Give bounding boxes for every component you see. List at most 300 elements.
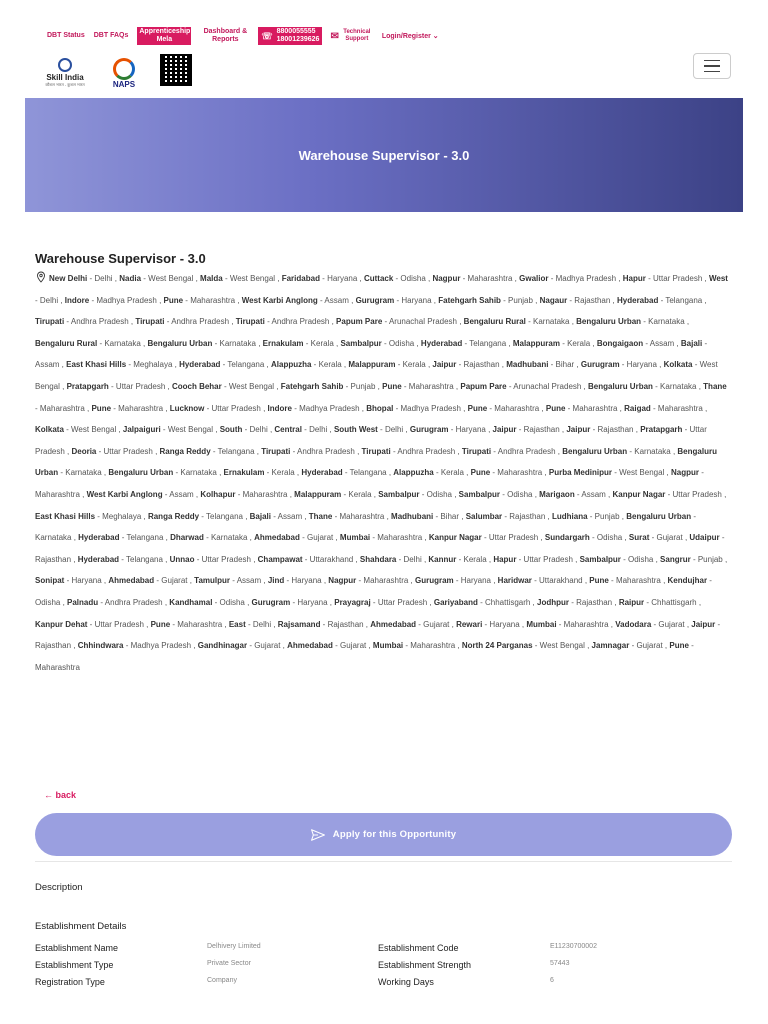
location-city: Bengaluru Rural (463, 317, 526, 327)
arrow-left-icon: ← (44, 790, 53, 800)
location-state: - Maharashtra , (487, 403, 546, 413)
location-state: - Gujarat , (416, 619, 457, 629)
location-state: - Odisha , (212, 597, 252, 607)
location-city: Bhopal (366, 403, 394, 413)
location-state: - Karnataka , (173, 468, 224, 478)
location-city: Tirupati (235, 317, 265, 327)
establishment-code-label: Establishment Code (378, 943, 459, 953)
location-state: - Maharashtra , (565, 403, 625, 413)
location-state: - Haryana , (290, 597, 335, 607)
location-state: - Maharashtra , (490, 468, 549, 478)
establishment-heading: Establishment Details (35, 921, 127, 932)
location-state: - Uttar Pradesh , (194, 554, 258, 564)
apply-label: Apply for this Opportunity (332, 829, 457, 840)
qr-code (158, 54, 194, 92)
location-city: Ernakulam (262, 338, 304, 348)
location-state: - Rajasthan , (590, 425, 641, 435)
location-state: - Haryana , (482, 619, 527, 629)
location-list (35, 268, 730, 678)
location-city: Bengaluru Urban (588, 381, 653, 391)
location-city: Kolhapur (200, 489, 236, 499)
location-state: - Andhra Pradesh , (164, 317, 236, 327)
location-city: Champawat (257, 554, 303, 564)
location-city: South (219, 425, 243, 435)
location-state: - Chhattisgarh , (644, 597, 702, 607)
location-city: Sambalpur (458, 489, 501, 499)
mail-icon: ✉ (330, 30, 339, 42)
location-city: Ahmedabad (108, 576, 155, 586)
location-city: Kolkata (663, 360, 693, 370)
location-city: Salumbar (465, 511, 503, 521)
location-city: Hyderabad (78, 533, 120, 543)
location-state: - Uttar Pradesh , (645, 274, 709, 283)
location-state: - Assam , (643, 338, 681, 348)
location-city: Pune (470, 468, 491, 478)
location-city: Thane (308, 511, 333, 521)
location-state: - Rajasthan , (567, 295, 617, 305)
phone-icon: ☏ (261, 31, 273, 41)
location-city: Lucknow (169, 403, 205, 413)
location-city: Palnadu (67, 597, 99, 607)
location-state: - Uttar Pradesh , (481, 533, 545, 543)
location-state: - Punjab , (587, 511, 627, 521)
location-state: - Madhya Pradesh , (89, 295, 164, 305)
location-city: Raigad (624, 403, 651, 413)
location-state: - Kerala , (456, 554, 494, 564)
location-state: - Assam , (230, 576, 268, 586)
location-city: Kendujhar (667, 576, 708, 586)
location-state: - Uttar Pradesh , (370, 597, 434, 607)
skill-india-emblem-icon (58, 58, 72, 72)
location-city: Pune (382, 381, 402, 391)
location-state: - Maharashtra , (401, 381, 461, 391)
location-state: - West Bengal , (63, 425, 123, 435)
location-city: Ahmedabad (370, 619, 417, 629)
location-state: - West Bengal , (222, 274, 282, 283)
location-state: - Odisha , (500, 489, 540, 499)
location-state: - West Bengal , (141, 274, 201, 283)
login-register-dropdown[interactable] (382, 32, 439, 40)
location-state: - Haryana , (319, 274, 364, 283)
location-city: Gurugram (580, 360, 620, 370)
location-state: - Uttarakhand , (531, 576, 590, 586)
location-city: Tirupati (261, 446, 291, 456)
registration-type-label: Registration Type (35, 977, 105, 987)
location-state: - Maharashtra , (332, 511, 392, 521)
location-state: - West Bengal , (532, 641, 592, 651)
location-city: Udaipur (689, 533, 720, 543)
location-state: - Gujarat , (332, 641, 373, 651)
location-state: - Kerala , (395, 360, 433, 370)
location-state: - Arunachal Pradesh , (382, 317, 464, 327)
location-state: - Gujarat , (629, 641, 670, 651)
location-city: Purba Medinipur (548, 468, 612, 478)
apply-button[interactable] (35, 813, 732, 856)
location-city: Madhubani (506, 360, 549, 370)
location-city: West Karbi Anglong (241, 295, 318, 305)
location-city: Mumbai (526, 619, 557, 629)
location-state: - Karnataka , (627, 446, 678, 456)
location-state: - Maharashtra , (556, 619, 616, 629)
naps-ring-icon (113, 58, 135, 80)
location-city: Nagpur (432, 274, 461, 283)
location-state: - Punjab , (500, 295, 540, 305)
skill-india-text: Skill India (46, 73, 84, 82)
location-state: - Arunachal Pradesh , (506, 381, 589, 391)
establishment-strength-value: 57443 (550, 960, 570, 967)
location-state: - Assam , (162, 489, 201, 499)
location-city: Kanpur Dehat (35, 619, 88, 629)
location-state: - Uttar Pradesh , (108, 381, 172, 391)
location-state: - Kerala , (341, 489, 379, 499)
location-state: - Kerala , (311, 360, 349, 370)
location-state: - West Bengal , (221, 381, 281, 391)
top-bar (47, 24, 439, 48)
location-city: Hyderabad (77, 554, 120, 564)
location-city: Nagaur (539, 295, 568, 305)
location-city: Gurugram (251, 597, 291, 607)
location-city: Pune (163, 295, 184, 305)
location-state: - Haryana , (284, 576, 329, 586)
location-state: - Meghalaya , (95, 511, 148, 521)
location-state: - Gujarat , (247, 641, 288, 651)
location-city: New Delhi (49, 274, 88, 283)
location-state: - West Bengal , (35, 360, 718, 391)
location-state: - Delhi , (396, 554, 429, 564)
location-state: - Gujarat , (299, 533, 340, 543)
location-state: - Telangana , (342, 468, 394, 478)
location-state: - Kerala , (303, 338, 341, 348)
location-city: Malappuram (512, 338, 560, 348)
location-city: Ahmedabad (287, 641, 333, 651)
location-city: Kannur (428, 554, 457, 564)
location-city: Papum Pare (336, 317, 383, 327)
location-state: - Telangana , (199, 511, 250, 521)
location-city: Central (274, 425, 302, 435)
helpline-numbers (277, 28, 320, 44)
job-title: Warehouse Supervisor - 3.0 (35, 251, 206, 266)
location-state: - Madhya Pradesh , (393, 403, 468, 413)
location-city: Madhubani (391, 511, 434, 521)
location-state: - Odisha , (419, 489, 459, 499)
location-city: Jaipur (566, 425, 591, 435)
location-city: Gurugram (414, 576, 454, 586)
location-state: - Bihar , (433, 511, 466, 521)
technical-support-link[interactable] (330, 29, 371, 43)
location-state: - Maharashtra , (170, 619, 229, 629)
location-city: Raipur (618, 597, 645, 607)
location-city: Kandhamal (169, 597, 213, 607)
qr-code-icon (160, 54, 192, 86)
location-city: Pune (669, 641, 689, 651)
location-state: - Andhra Pradesh , (264, 317, 337, 327)
location-city: Fatehgarh Sahib (438, 295, 501, 305)
location-city: Bengaluru Urban (562, 446, 628, 456)
location-state: - Karnataka , (641, 317, 690, 327)
location-city: Jaipur (492, 425, 517, 435)
location-city: Ernakulam (223, 468, 265, 478)
chevron-down-icon: ⌄ (430, 33, 439, 40)
location-city: Thane (703, 381, 727, 391)
logo-row (38, 52, 194, 94)
apprenticeship-mela-label: Apprenticeship Mela (139, 28, 191, 43)
location-state: - Karnataka , (203, 533, 255, 543)
back-label: back (55, 790, 77, 800)
location-state: - West Bengal , (612, 468, 671, 478)
location-city: Dharwad (170, 533, 204, 543)
location-state: - Rajasthan , (516, 425, 567, 435)
location-city: Shahdara (359, 554, 397, 564)
location-city: Cuttack (363, 274, 394, 283)
location-state: - Delhi , (377, 425, 410, 435)
location-state: - Punjab , (343, 381, 383, 391)
location-state: - Andhra Pradesh , (390, 446, 462, 456)
location-state: - Uttar Pradesh , (516, 554, 580, 564)
location-city: Pune (150, 619, 171, 629)
location-city: Jaipur (432, 360, 457, 370)
location-state: - Kerala , (559, 338, 597, 348)
helpline-number-2: 18001239626 (276, 36, 320, 43)
location-city: Hapur (622, 274, 646, 283)
location-city: Nadia (119, 274, 142, 283)
location-city: Fatehgarh Sahib (280, 381, 344, 391)
location-pin-icon (35, 271, 47, 283)
location-city: Bajali (249, 511, 271, 521)
location-state: - Meghalaya , (126, 360, 180, 370)
establishment-name-label: Establishment Name (35, 943, 119, 953)
location-state: - Maharashtra (35, 641, 694, 672)
helpline-phone[interactable] (258, 27, 322, 45)
location-city: Prayagraj (334, 597, 371, 607)
location-city: Mumbai (372, 641, 404, 651)
apprenticeship-mela-link[interactable] (137, 27, 191, 45)
location-state: - Odisha , (35, 576, 712, 607)
location-city: North 24 Parganas (461, 641, 533, 651)
menu-line-icon (704, 71, 720, 73)
location-state: - Karnataka , (652, 381, 704, 391)
location-city: West Karbi Anglong (86, 489, 163, 499)
location-state: - Haryana , (619, 360, 664, 370)
location-state: - Uttar Pradesh , (87, 619, 151, 629)
location-state: - Maharashtra , (35, 403, 92, 413)
location-city: Ludhiana (551, 511, 588, 521)
location-state: - Maharashtra , (35, 468, 704, 499)
location-city: Bongaigaon (596, 338, 644, 348)
location-state: - Odisha , (620, 554, 661, 564)
location-state: - Andhra Pradesh , (491, 446, 563, 456)
location-state: - Madhya Pradesh , (291, 403, 367, 413)
location-state: - Odisha , (381, 338, 421, 348)
skill-india-tagline: कौशल भारत - कुशल भारत (45, 82, 85, 87)
location-state: - Rajasthan , (502, 511, 552, 521)
location-city: Pune (467, 403, 488, 413)
naps-text: NAPS (112, 79, 136, 89)
location-city: Tirupati (135, 317, 165, 327)
dbt-faqs-link[interactable]: DBT FAQs (93, 32, 129, 39)
location-state: - Maharashtra , (650, 403, 708, 413)
location-city: Hyderabad (179, 360, 221, 370)
location-state: - Maharashtra , (370, 533, 429, 543)
location-state: - Chhattisgarh , (477, 597, 537, 607)
location-city: Marigaon (539, 489, 575, 499)
location-city: Mumbai (339, 533, 371, 543)
location-city: Tirupati (461, 446, 492, 456)
location-city: Pratapgarh (66, 381, 109, 391)
naps-logo[interactable] (104, 52, 144, 94)
location-state: - Maharashtra , (235, 489, 295, 499)
location-state: - Kerala , (264, 468, 302, 478)
location-state: - Telangana , (119, 533, 171, 543)
establishment-strength-label: Establishment Strength (378, 960, 472, 970)
send-icon (311, 829, 325, 841)
location-city: Haridwar (497, 576, 532, 586)
location-city: Tirupati (361, 446, 391, 456)
location-state: - Uttar Pradesh , (35, 425, 707, 456)
location-city: Vadodara (615, 619, 652, 629)
location-city: Bengaluru Urban (576, 317, 642, 327)
location-state: - Odisha , (589, 533, 629, 543)
location-state: - Maharashtra , (183, 295, 242, 305)
location-state: - Assam , (574, 489, 613, 499)
location-state: - Gujarat , (154, 576, 195, 586)
location-city: Jalpaiguri (122, 425, 161, 435)
location-city: East Khasi Hills (66, 360, 127, 370)
location-state: - Maharashtra , (111, 403, 170, 413)
location-city: Alappuzha (393, 468, 434, 478)
location-city: Ranga Reddy (147, 511, 200, 521)
location-city: Malappuram (348, 360, 396, 370)
skill-india-logo[interactable] (38, 52, 92, 94)
location-state: - Rajasthan , (456, 360, 507, 370)
location-state: - Assam , (270, 511, 309, 521)
location-city: Kanpur Nagar (612, 489, 666, 499)
back-link[interactable] (44, 790, 76, 800)
hero-title: Warehouse Supervisor - 3.0 (298, 147, 470, 163)
location-state: - Telangana , (210, 446, 262, 456)
location-city: Bengaluru Urban (147, 338, 213, 348)
location-city: Rajsamand (277, 619, 321, 629)
location-city: South West (333, 425, 378, 435)
location-city: Chhindwara (77, 641, 124, 651)
location-state: - Gujarat , (651, 619, 692, 629)
location-state: - Uttar Pradesh , (204, 403, 268, 413)
location-state: - Andhra Pradesh , (290, 446, 362, 456)
location-city: Sundargarh (544, 533, 590, 543)
helpline-number-1: 8800055555 (276, 28, 316, 35)
technical-support-label: Technical Support (343, 29, 371, 42)
location-state: - Haryana , (394, 295, 439, 305)
location-state: - Karnataka , (97, 338, 148, 348)
location-city: Papum Pare (460, 381, 507, 391)
location-state: - Delhi , (245, 619, 278, 629)
location-city: Indore (64, 295, 90, 305)
location-city: Pratapgarh (640, 425, 683, 435)
location-city: Gurugram (409, 425, 449, 435)
location-state: - Maharashtra , (460, 274, 520, 283)
location-city: East Khasi Hills (35, 511, 96, 521)
location-city: Nagpur (671, 468, 699, 478)
section-divider (35, 861, 732, 862)
location-city: Hyderabad (420, 338, 463, 348)
location-state: - Karnataka , (525, 317, 577, 327)
location-state: - Uttar Pradesh , (665, 489, 727, 499)
location-city: Nagpur (328, 576, 357, 586)
location-city: Tamulpur (194, 576, 231, 586)
location-city: Sangrur (660, 554, 691, 564)
dbt-status-link[interactable]: DBT Status (47, 32, 85, 39)
location-state: - West Bengal , (160, 425, 220, 435)
location-state: - Delhi , (301, 425, 334, 435)
location-city: Hapur (493, 554, 517, 564)
location-city: Faridabad (281, 274, 320, 283)
location-state: - Uttar Pradesh , (96, 446, 160, 456)
location-city: Hyderabad (617, 295, 659, 305)
location-city: West (709, 274, 728, 283)
location-items (35, 274, 728, 672)
location-state: - Haryana , (448, 425, 493, 435)
location-city: Bengaluru Urban (108, 468, 174, 478)
location-state: - Kerala , (433, 468, 471, 478)
hamburger-menu-button[interactable] (693, 53, 731, 79)
location-state: - Haryana , (453, 576, 498, 586)
location-city: Sambalpur (378, 489, 420, 499)
location-city: Gurugram (355, 295, 395, 305)
location-city: Malappuram (294, 489, 342, 499)
location-state: - Assam , (317, 295, 356, 305)
location-state: - Punjab , (690, 554, 728, 564)
location-state: - Karnataka , (212, 338, 263, 348)
location-state: - Rajasthan , (320, 619, 371, 629)
hero-banner (25, 98, 743, 212)
location-state: - Odisha , (393, 274, 433, 283)
location-state: - Telangana , (220, 360, 271, 370)
location-city: Kolkata (35, 425, 64, 435)
location-state: - Delhi , (35, 295, 65, 305)
location-state: - Andhra Pradesh , (64, 317, 136, 327)
location-city: Gandhinagar (197, 641, 248, 651)
location-city: Bajali (680, 338, 703, 348)
establishment-type-label: Establishment Type (35, 960, 114, 970)
location-state: - Maharashtra , (356, 576, 415, 586)
menu-line-icon (704, 60, 720, 62)
description-heading: Description (35, 882, 83, 893)
location-city: Bengaluru Urban (626, 511, 692, 521)
location-city: Pune (545, 403, 566, 413)
location-city: Bengaluru Rural (35, 338, 98, 348)
dashboard-reports-link[interactable]: Dashboard & Reports (203, 28, 248, 43)
location-state: - Haryana , (64, 576, 109, 586)
location-city: Jodhpur (537, 597, 569, 607)
location-city: Hyderabad (301, 468, 343, 478)
location-state: - Maharashtra , (403, 641, 462, 651)
location-city: Malda (200, 274, 223, 283)
location-city: Cooch Behar (171, 381, 222, 391)
location-state: - Andhra Pradesh , (98, 597, 170, 607)
location-state: - Karnataka , (58, 468, 109, 478)
establishment-code-value: E11230700002 (550, 943, 597, 950)
location-city: Surat (628, 533, 650, 543)
location-city: East (228, 619, 246, 629)
login-register-label: Login/Register (381, 33, 431, 40)
menu-line-icon (704, 65, 720, 67)
location-state: - Telangana , (658, 295, 707, 305)
location-city: Deoria (71, 446, 97, 456)
working-days-label: Working Days (378, 977, 434, 987)
location-state: - Maharashtra , (608, 576, 668, 586)
location-city: Pune (589, 576, 609, 586)
location-state: - Rajasthan , (569, 597, 619, 607)
location-city: Pune (91, 403, 112, 413)
